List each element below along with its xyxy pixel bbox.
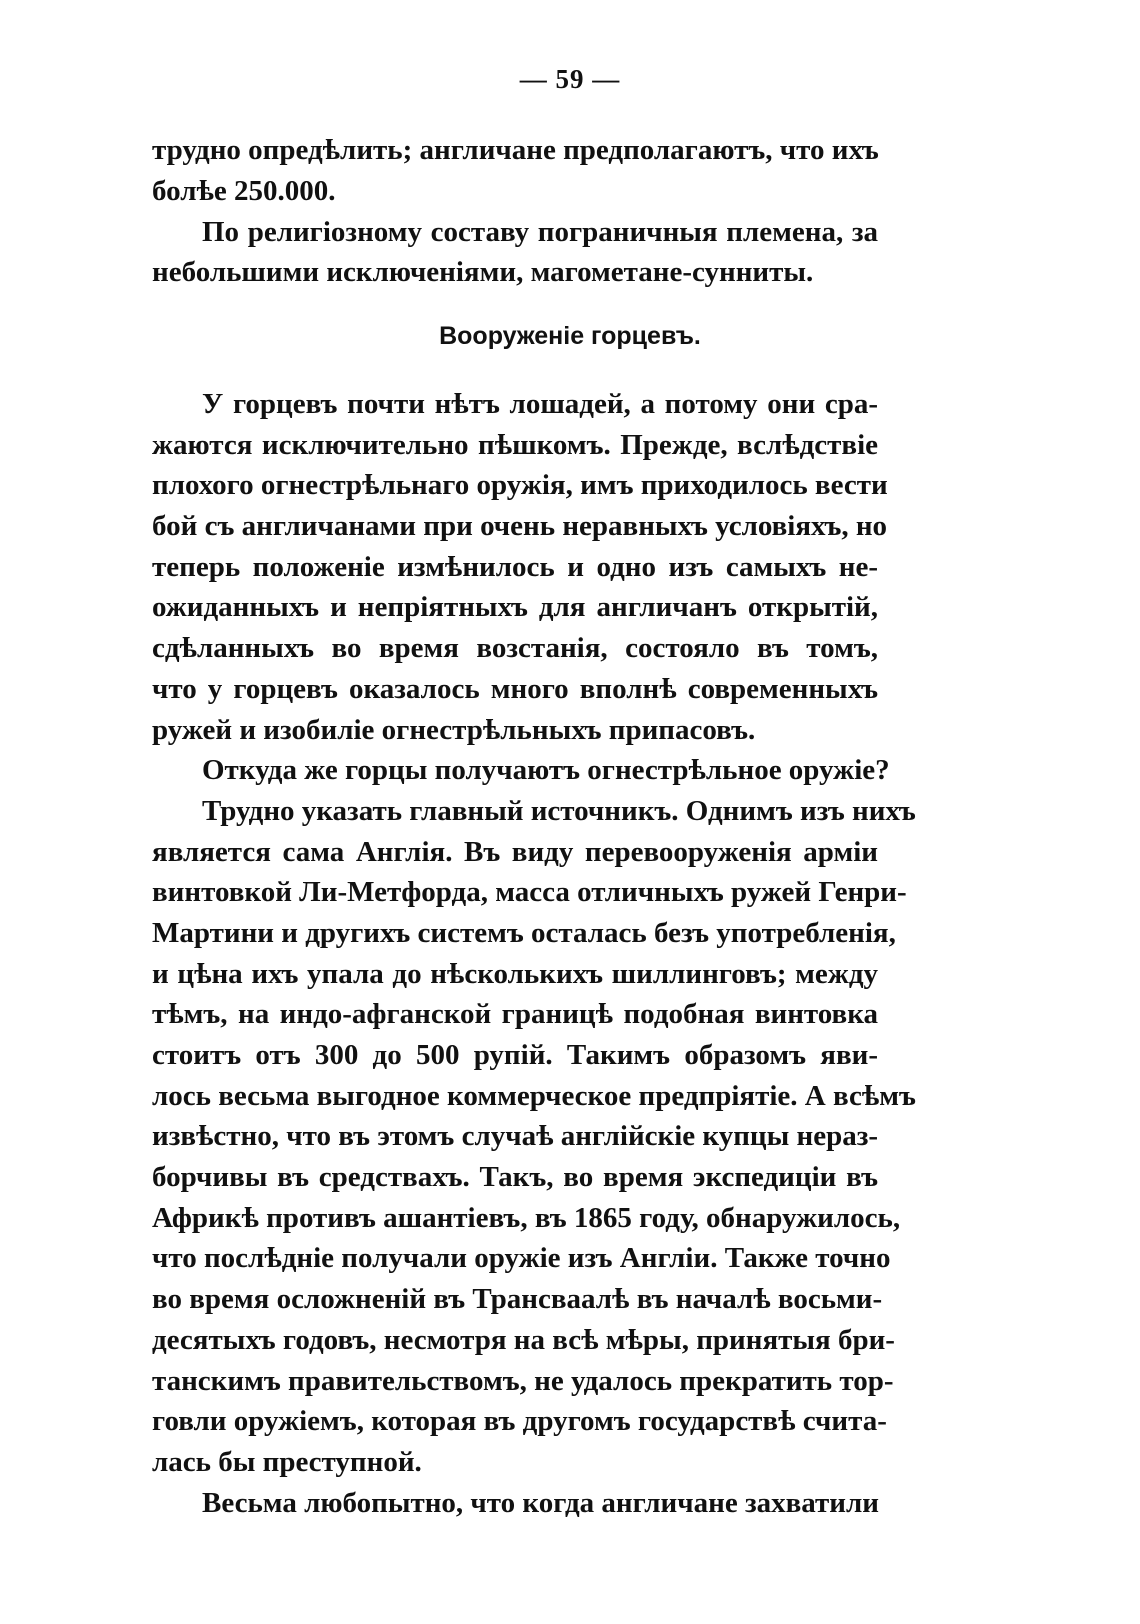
text-line: жаются исключительно пѣшкомъ. Прежде, вслѣдствіе [152, 428, 878, 461]
text-line: Откуда же горцы получаютъ огнестрѣльное оружіе? [202, 754, 890, 787]
text-line: говли оружіемъ, которая въ другомъ государствѣ счита- [152, 1405, 887, 1438]
text-line: что послѣдніе получали оружіе изъ Англіи. Также точно [152, 1242, 891, 1275]
text-line: десятыхъ годовъ, несмотря на всѣ мѣры, принятыя бри- [152, 1323, 895, 1356]
text-line: танскимъ правительствомъ, не удалось прекратить тор- [152, 1364, 894, 1397]
text-line: стоитъ отъ 300 до 500 рупій. Такимъ образомъ яви- [152, 1039, 878, 1071]
main-text [152, 384, 916, 1523]
text-line: и цѣна ихъ упала до нѣсколькихъ шиллинговъ; между [152, 957, 878, 990]
text-line: винтовкой Ли-Метфорда, масса отличныхъ ружей Генри- [152, 876, 907, 909]
text-line: У горцевъ почти нѣтъ лошадей, а потому они сра- [202, 388, 878, 420]
text-line: что у горцевъ оказалось много вполнѣ современныхъ [152, 672, 878, 705]
section-heading: Вооруженіе горцевъ. [439, 322, 701, 350]
intro-text [152, 130, 878, 293]
text-line: лось весьма выгодное коммерческое предпріятіе. А всѣмъ [152, 1079, 916, 1112]
text-line: борчивы въ средствахъ. Такъ, во время экспедиціи въ [152, 1161, 878, 1194]
text-line: во время осложненій въ Трансваалѣ въ началѣ восьми- [152, 1283, 883, 1316]
text-line: сдѣланныхъ во время возстанія, состояло въ томъ, [152, 632, 878, 665]
text-line: тѣмъ, на индо-афганской границѣ подобная винтовка [152, 998, 878, 1031]
text-line: ожиданныхъ и непріятныхъ для англичанъ открытій, [152, 591, 878, 624]
text-line: болѣе 250.000. [152, 174, 336, 207]
text-line: По религіозному составу пограничныя племена, за [202, 215, 878, 248]
text-line: является сама Англія. Въ виду перевооруженія арміи [152, 835, 878, 868]
text-line: лась бы преступной. [152, 1445, 422, 1478]
text-line: плохого огнестрѣльнаго оружія, имъ приходилось вести [152, 469, 888, 502]
text-line: Мартини и другихъ системъ осталась безъ употребленія, [152, 916, 896, 949]
text-line: Трудно указать главный источникъ. Однимъ изъ нихъ [202, 794, 916, 827]
text-line: теперь положеніе измѣнилось и одно изъ самыхъ не- [152, 550, 878, 583]
text-line: бой съ англичанами при очень неравныхъ условіяхъ, но [152, 510, 888, 543]
text-line: Африкѣ противъ ашантіевъ, въ 1865 году, обнаружилось, [152, 1201, 901, 1234]
text-line: ружей и изобиліе огнестрѣльныхъ припасовъ. [152, 713, 756, 746]
text-line: Весьма любопытно, что когда англичане захватили [202, 1486, 879, 1519]
text-line: небольшими исключеніями, магометане-сунниты. [152, 256, 814, 289]
text-line: извѣстно, что въ этомъ случаѣ англійскіе купцы нераз- [152, 1120, 879, 1153]
page-number: — 59 — [519, 64, 621, 94]
text-line: трудно опредѣлить; англичане предполагаютъ, что ихъ [152, 134, 879, 166]
